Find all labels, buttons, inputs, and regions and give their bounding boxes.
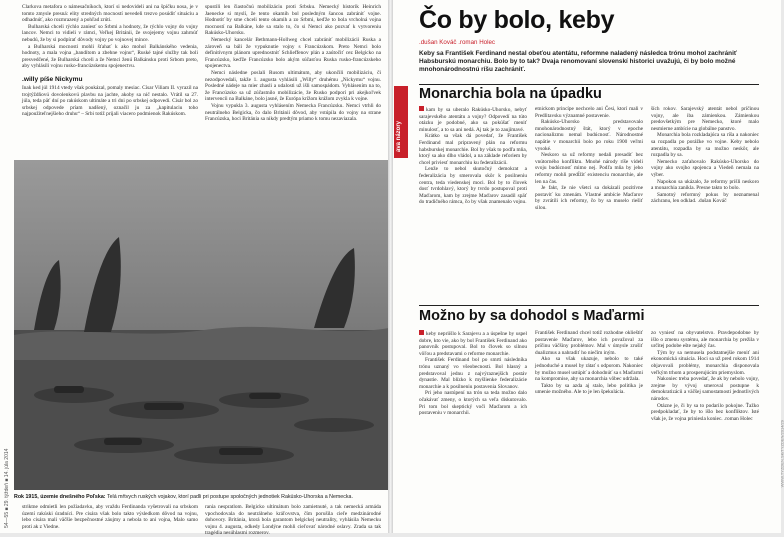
paragraph — [419, 106, 527, 133]
paragraph: Nemecký kancelár Bethmann-Hollweg chcel zabrániť mobilizácii Ruska a zároveň sa báli že vypuknutie vojny s Francúzskom. Preto Nemci bolo definitívnym plánom uprednostniť Schlieffenov plán a zaútočiť cez Belgicko na Francúzsko, keďže Francúzsko bolo akým súčasťou Ruska rusko-francúzskeho spojenectva. — [205, 36, 381, 70]
paragraph: Pri jeho nastúpení na trón sa teda možno dalo očakávať zmeny, o ktorých sa veľa diskutovalo. Pri tom bol skeptický voči Maďarom a ich postaveniu v monarchii. — [419, 390, 527, 417]
photo-caption — [14, 494, 389, 501]
paragraph: Inak ked júl 1914 vtedy však poukázal, pomaly mesiac. Císar Viliam II. vyrazil na trojtýždňovú dovolenkovú plavbu na jachte, akoby sa nič nestalo. Vrátil sa 27. júla, teda päť dní po rakúskom ultimáte a tri dni po srbskej odpovedi. Cisár bol zo srbskej odpovede príam nadšený, označil ju za „kapitulaciu toho najpoužiteľnejšieho druhu“ – Srbi totiž prijali viacero podmienok Rakúskom. — [22, 84, 198, 118]
paragraph: Ako sa však ukazuje, nebolo to také jednoduché a musel by rátať s odporom. Nakoniec by možno musel ustúpiť a dohodnúť sa s Maďarmi na kompromise, aby sa monarchia vôbec udržala. — [535, 356, 643, 383]
section1-title: Monarchia bola na úpadku — [419, 86, 602, 102]
left-bottom-col1 — [22, 504, 198, 533]
paragraph: Lenže to nebol skutočný demokrat a federalizácia by smerovala skôr k posilneniu centra, teda viedenskej moci. Bol by to človek dosť tvrdohlavý, ktorý by tvrdo postupoval proti Maďarom, kam by zrejme Maďarov zasadil späť do tradičného rámca, čo by však znamenalo vojnu. — [419, 166, 527, 206]
paragraph: Nemecko zaťahovalo Rakúsko-Uhorsko do vojny ako svojho spojenca a Viedeň nemala na výber. — [651, 158, 759, 178]
s1-col2 — [535, 106, 643, 212]
divider — [419, 305, 759, 306]
left-folio: 54—55 ■ 29. týždeň ■ 14. júla 2014 — [4, 448, 10, 528]
s2-col2 — [535, 330, 643, 530]
section2-title: Možno by sa dohodol s Maďarmi — [419, 308, 645, 324]
paragraph: Monarchia bola rozkladajúca sa ríša a nakoniec sa rozpadla po porážke vo vojne. Keby nebolo atentátu, rozpadla by sa možno neskôr, ale rozpadla by sa. — [651, 132, 759, 159]
paragraph: Bulharská chceli rýchlo zaniesť so Srbmi a hodnoty, že rýchlo vojny do vojny lancov. Nemci to vidieli v rámci, Veľkej Británii, že svojejemy vojnu zahrnúť nebudú, že by si podpírať dôvody vojny po vojnovej mince. — [22, 23, 198, 43]
paragraph: rania nespratlom. Belgicko ultimátum bolo zamietnuté, a tak nemecká armáda vpochodovala do neutrálneho kráľovstva, čím porušila cieľe medzinárodné dohovory. Británia, ktorá bola garantom belgickej neutrality, vyhlásila Nemecku vojnu 4. augusta, odkedy Londýne mohli cieľovať národné oslavy. Zrada sa tak tragédia nesúhlasmi rozmerov. — [205, 504, 381, 537]
article-lead: Keby sa František Ferdinand nestal obeťou atentátu, reformne naladený následca trónu mohol zachrániť Habsburskú monarchiu. Bolo by to tak? Dvaja renomovaní slovenskí historici uvažujú, či by bolo možné mnohonárodnostnú ríšu zachrániť. — [419, 50, 737, 73]
paragraph: Rakúsko-Uhorsko predstavovalo mnohonárodnostný štát, ktorý v epoche nacionalizmu nemal budúcnosť. Národnostné napätie v monarchii bolo po roku 1900 veľmi vysoké. — [535, 119, 643, 152]
s2-col1 — [419, 330, 527, 530]
paragraph: Otázne je, či by sa to podarilo pokojne. Ťažko predpokladať, že by to išlo bez konfliktov. Isté však je, že vojna priniesla koniec. .roman Holec — [651, 402, 759, 422]
paragraph: ších rokov. Sarajevský atentát nebol príčinou vojny, ale iba zámienkou. Zámienkou predovšetkým pre Nemecko, ktoré malo nesmierne ambície na globálne panstvo. — [651, 106, 759, 132]
left-top-col2 — [205, 4, 381, 123]
paragraph: František Ferdinand chcel totiž rozhodne oklieštiť postavenie Maďarov, lebo ich považoval za príčinu väčšiny problémov. Mal v úmysle zrušiť dualizmus a nahradiť ho niečím iným. — [535, 330, 643, 356]
paragraph: Napokon sa ukázalo, že reformy prišli neskoro a monarchia zanikla. Presne takto to bolo. — [651, 178, 759, 192]
paragraph-text: kam by sa uberalo Rakúsko-Uhorsko, nebyť sarajevského atentátu a vojny? Odpovedí na túto otázku je podobné, ako sa pokúšať meniť minulosť, a to sa ani nedá. Aj tak je to zaujímavé. — [419, 107, 527, 133]
paragraph: a Bulharská mocnosti mohli šťahať k ako mohol Balkánského vedenia, hodnoty, a mala vojna „bandítom a zbehne vojnu“, Ruské tajné služby tak boli presvedčené, že Bulharská chceli a že Nemci ženú Balkánsku proti Srbom preto, aby vyhlásili vojnu rusko-francúzskemu spojenectvu. — [22, 43, 198, 70]
paragraph-text: keby nepriišlo k Sarajevu a a úspešne by uspel dobre, kto vie, ako by bol František Ferdinand ako panovník postupoval. Bol to človek so silnou vôľou a predstavami o reforme monarchie. — [419, 331, 527, 357]
paragraph: spustili len čiastočnú mobilizáciu proti Srbsku. Nemecký historik Heinrich Jaenecke si myslí, že tento okamih bol posledným šancou zabrániť vojne. Hodnotiť by sme chceli tento okamih a zo Srbmi, keďže to bola vrcholná vojna mocností na Balkáne, kde sa stalo to, čo si Nemci ako pozvať k vytvoreniu Rakúsko-Uhorsku. — [205, 4, 381, 37]
paragraph: zo vyniesť na obyvatelstvo. Pravdepodobne by išlo o zmenu systému, ale monarchia by prežila v určitej podobe ešte nejaký čas. — [651, 330, 759, 350]
paragraph: Takto by sa azda aj stalo, lebo politika je umenie možného. Ale to je len špekulácia. — [535, 382, 643, 396]
article-title: Čo by bolo, keby — [419, 6, 615, 34]
paragraph: striktne odmietli len požiadavku, aby vraždu Ferdinanda vyšetrovali na srbskom území rakúski úradníci. Pre cisára však bolo takto výsledkom dôvod na vojnu, lebo cisára mali väčšie bezpečnostné záujmy a nebola to ani vojna, Malo samo proti ak z Viedne. — [22, 504, 198, 530]
s1-col1 — [419, 106, 527, 206]
divider — [419, 84, 759, 85]
s2-col3 — [651, 330, 759, 530]
caption-bold: Rok 1915, územie dnešného Poľska: — [14, 494, 106, 500]
paragraph: Je fakt, že nie všetci sa dokázali pozitívne postaviť ku zmenám. Vlastné ambície Maďarov by zvrátili ich reformy, čo by sa muselo riešiť silou. — [535, 185, 643, 211]
side-url: WWW.TYZDEN.SK/TYZDEN/2014/29 — [779, 420, 784, 488]
left-top-col1 — [22, 4, 198, 118]
paragraph: Clarkova metafora o námesačníkoch, ktorí si nedovideli ani na špičku nosa, je v tomto zmysle presná: elity stredných mocností nevedeli trezvo posúdiť situáciu a odhadnúť, ako rozmrazený a pohľad zrúti. — [22, 4, 198, 24]
red-square-icon — [419, 330, 424, 335]
paragraph: Krátko sa však dá povedať, že František Ferdinand mal pripravený plán na reformu habsburskej monarchie. Bol by však to podľa mňa, ktorý sa ako dlho vládol, a na základe reforiem by chcel priviesť monarchiu ku federalizácii. — [419, 133, 527, 166]
red-square-icon — [419, 106, 424, 111]
paragraph: Nakoniec treba povedať, že ak by nebolo vojny, zrejme by vývoj smeroval postupne k demokratizácii a väčšej samostatnosti jednotlivých národov. — [651, 376, 759, 402]
left-page — [0, 0, 388, 537]
paragraph: etnickom princípe nechcelo ani Česi, ktorí mali v Predlitavsku významné postavenie. — [535, 106, 643, 119]
battlefield-image — [14, 160, 389, 490]
paragraph — [419, 330, 527, 357]
right-page — [393, 0, 784, 533]
paragraph: Samotný reformný pokus by neznamenal záchranu, len odklad. .dušan Kováč — [651, 191, 759, 205]
article-byline: .dušan Kováč .roman Holec — [419, 39, 496, 46]
subhead-willy: .willy píše Nickymu — [22, 75, 83, 83]
caption-text: Telá mŕtvych ruských vojakov, ktorí padli pri postupe spoločných jednotiek Rakúsko-Uhorska a Nemecka. — [106, 494, 353, 500]
paragraph: Tým by sa nemusela podstatnejšie meniť ani ekonomická situácia. Hoci sa už pred rokom 1914 objavovali problémy, monarchia disponovala veľkým trhom a prosperujúcim priemyslom. — [651, 349, 759, 376]
war-photo — [14, 160, 389, 490]
paragraph: František Ferdinand bol po smrti následníka trónu uznaný vo všeobecnosti. Bol hlasný a predstavoval jednu z najvýraznejších postáv dynastie. Mal blízko k myšlienke federalizácie monarchie a k posilneniu postavenia Slovanov. — [419, 357, 527, 390]
left-bottom-col2 — [205, 504, 381, 537]
paragraph: Neskoro sa už reformy nedali presadiť bez vnútorného konfliktu. Mnohé národy ríše videli svoju budúcnosť mimo nej. Podľa mňa by jeho reformy mohli predĺžiť existenciu monarchie, ale len na čas. — [535, 152, 643, 185]
s1-col3 — [651, 106, 759, 205]
section-tab-label: ava názory — [396, 120, 402, 152]
paragraph: Nemci následne poslali Rusom ultimátum, aby ukončili mobilizáciu, či nezodpovedali, takže 1. augusta vyhlásili „Willy“ druhému „Nickymu“ vojnu. Posledné nádeje na mier zhasli a udalosti už išli samospádom. Vyhlásením na to, že Francúzsko sa už zúčastnilo mobilizácie, že Rusko podporí pri akejkoľvek intervencii na Balkáne, bolo jasné, že Európa krížom krážom zvykla k vojne. — [205, 69, 381, 103]
section-tab — [394, 86, 408, 158]
paragraph: Vojnu vypukla 3. augusta vyhlásením Nemecka Francúzsku. Nemci vtrhli do neutrálneho Belgicka, čo dalo Británii dôvod, aby vstúpila do vojny na strane Francúzska, hoci Británia sa nikdy predtým priamo k tomu nezaviazala. — [205, 102, 381, 123]
